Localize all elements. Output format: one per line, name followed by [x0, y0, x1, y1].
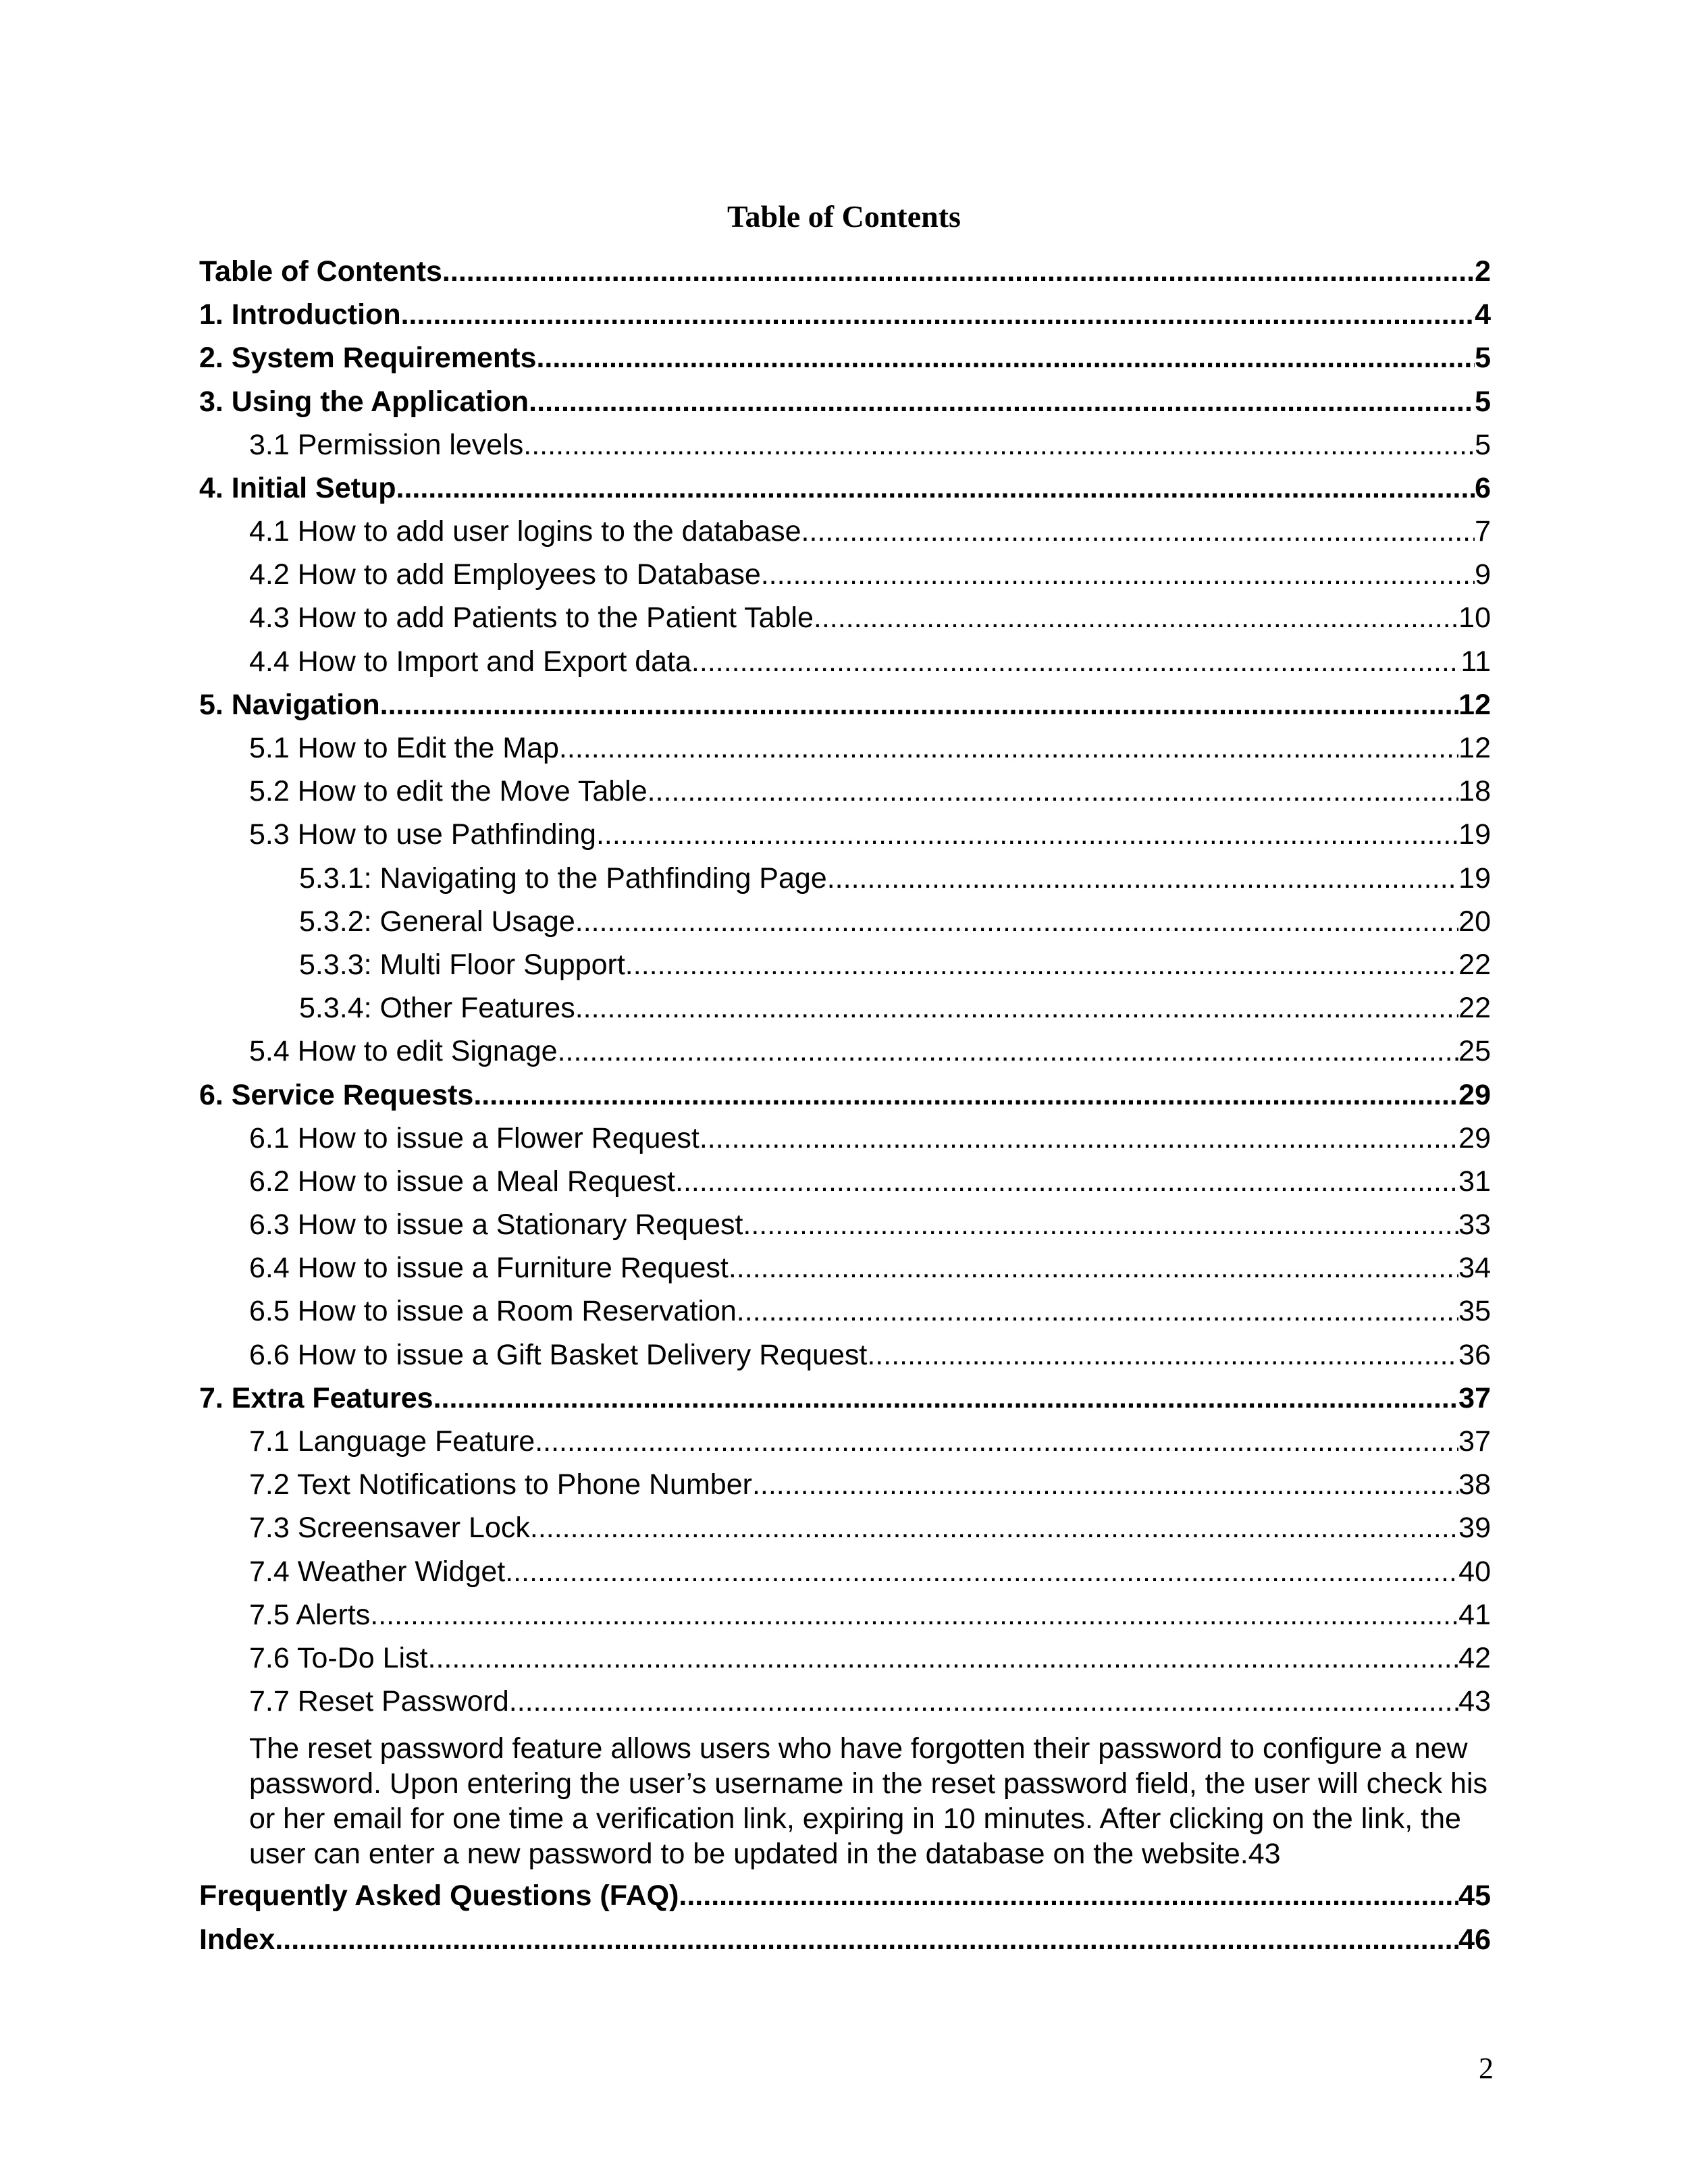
toc-entry-page: 25 — [1458, 1035, 1491, 1068]
toc-entry-label: 7.5 Alerts — [249, 1598, 371, 1631]
toc-entry-page: 12 — [1458, 732, 1491, 765]
toc-entry[interactable] — [199, 1290, 1491, 1333]
toc-dot-leader — [691, 640, 1460, 683]
toc-entry-page: 41 — [1458, 1598, 1491, 1631]
toc-entry[interactable] — [199, 336, 1491, 379]
toc-dot-leader — [433, 1377, 1459, 1420]
toc-entry[interactable] — [199, 380, 1491, 423]
toc-entry-label: Frequently Asked Questions (FAQ) — [199, 1880, 679, 1913]
toc-entry-label: 7. Extra Features — [199, 1381, 433, 1414]
toc-entry-page: 36 — [1458, 1338, 1491, 1371]
toc-entry-page: 29 — [1458, 1121, 1491, 1154]
toc-entry-page: 29 — [1458, 1078, 1491, 1111]
toc-entry-page: 11 — [1460, 645, 1491, 678]
toc-dot-leader — [370, 1593, 1458, 1636]
page-number: 2 — [1479, 2052, 1494, 2085]
toc-dot-leader — [743, 1203, 1458, 1246]
toc-entry-label: 5.2 How to edit the Move Table — [249, 775, 648, 808]
toc-entry-page: 39 — [1458, 1512, 1491, 1545]
toc-entry[interactable] — [199, 467, 1491, 510]
toc-entry-page: 2 — [1475, 255, 1491, 288]
toc-dot-leader — [827, 857, 1458, 900]
toc-entry-label: 4.2 How to add Employees to Database — [249, 558, 761, 591]
toc-entry-page: 40 — [1458, 1555, 1491, 1588]
toc-entry-page: 38 — [1458, 1468, 1491, 1501]
toc-entry[interactable] — [199, 1073, 1491, 1117]
toc-entry-page: 9 — [1475, 558, 1491, 591]
toc-entry-page: 6 — [1475, 471, 1491, 504]
toc-entry[interactable] — [199, 640, 1491, 683]
toc-entry-page: 46 — [1458, 1923, 1491, 1956]
toc-entry-label: 5.3.1: Navigating to the Pathfinding Page — [299, 861, 827, 895]
toc-dot-leader — [575, 900, 1458, 943]
toc-entry[interactable] — [199, 1463, 1491, 1506]
toc-entry-page: 5 — [1475, 385, 1491, 418]
toc-entry[interactable] — [199, 986, 1491, 1030]
toc-entry-label: 3. Using the Application — [199, 385, 529, 418]
toc-entry[interactable] — [199, 597, 1491, 640]
toc-paragraph-text: The reset password feature allows users who have forgotten their password to configure a new password. Upon entering the user’s username in the reset password field, the user will check his or her email for one time a verification link, expiring in 10 minutes. After clicking on the link, the user can enter a new password to be updated in the database on the website. — [249, 1732, 1488, 1871]
toc-entry-label: 5.3.4: Other Features — [299, 992, 575, 1025]
toc-dot-leader — [700, 1117, 1458, 1160]
toc-entry-label: 7.4 Weather Widget — [249, 1555, 506, 1588]
toc-entry[interactable] — [199, 900, 1491, 943]
toc-entry-label: Index — [199, 1923, 275, 1956]
toc-dot-leader — [535, 1420, 1458, 1463]
toc-entry-page: 43 — [1458, 1685, 1491, 1718]
toc-entry-label: 6. Service Requests — [199, 1078, 474, 1111]
toc-entry-label: 4. Initial Setup — [199, 471, 396, 504]
toc-entry-page: 19 — [1458, 818, 1491, 851]
toc-entry-label: 4.4 How to Import and Export data — [249, 645, 691, 678]
toc-entry-label: 7.6 To-Do List — [249, 1641, 428, 1674]
toc-entry-label: 5.1 How to Edit the Map — [249, 732, 559, 765]
toc-entry-label: 7.1 Language Feature — [249, 1425, 535, 1458]
toc-entry[interactable] — [199, 1117, 1491, 1160]
toc-entry[interactable] — [199, 1636, 1491, 1680]
toc-entry-page: 4 — [1475, 298, 1491, 331]
toc-entry-label: 7.2 Text Notifications to Phone Number — [249, 1468, 752, 1501]
toc-paragraph-entry[interactable] — [199, 1723, 1491, 1874]
toc-entry-page: 42 — [1458, 1641, 1491, 1674]
toc-entry[interactable] — [199, 293, 1491, 336]
toc-dot-leader — [575, 986, 1458, 1030]
toc-entries — [199, 250, 1491, 1723]
toc-entry[interactable] — [199, 1160, 1491, 1203]
toc-dot-leader — [275, 1918, 1458, 1961]
toc-entry[interactable] — [199, 1420, 1491, 1463]
toc-entry-label: 2. System Requirements — [199, 342, 537, 375]
toc-dot-leader — [558, 1030, 1459, 1073]
toc-entry-label: 6.3 How to issue a Stationary Request — [249, 1208, 743, 1242]
toc-entry[interactable] — [199, 1246, 1491, 1289]
toc-entry-label: 7.7 Reset Password — [249, 1685, 509, 1718]
toc-dot-leader — [729, 1246, 1458, 1289]
toc-entry-label: Table of Contents — [199, 255, 442, 288]
toc-dot-leader — [752, 1463, 1458, 1506]
toc-entry[interactable] — [199, 1377, 1491, 1420]
toc-entry-label: 7.3 Screensaver Lock — [249, 1512, 530, 1545]
toc-entry-page: 31 — [1458, 1165, 1491, 1198]
toc-paragraph-page: 43 — [1248, 1838, 1281, 1871]
toc-dot-leader — [428, 1636, 1459, 1680]
toc-entry-page: 18 — [1458, 775, 1491, 808]
toc-dot-leader — [396, 467, 1475, 510]
toc-entry[interactable] — [199, 250, 1491, 293]
toc-entry[interactable] — [199, 943, 1491, 986]
toc-entry-label: 4.3 How to add Patients to the Patient Table — [249, 602, 814, 635]
toc-entry-page: 34 — [1458, 1252, 1491, 1285]
toc-entry-page: 35 — [1458, 1295, 1491, 1328]
toc-dot-leader — [505, 1550, 1458, 1593]
toc-entry-page: 5 — [1475, 428, 1491, 461]
toc-dot-leader — [523, 423, 1475, 467]
toc-entry[interactable] — [199, 1593, 1491, 1636]
toc-entry[interactable] — [199, 1203, 1491, 1246]
toc-entry-label: 6.6 How to issue a Gift Basket Delivery Request — [249, 1338, 868, 1371]
toc-entry[interactable] — [199, 1333, 1491, 1377]
toc-entry-page: 22 — [1458, 992, 1491, 1025]
toc-entry[interactable] — [199, 1874, 1491, 1917]
toc-dot-leader — [559, 726, 1458, 770]
toc-dot-leader — [675, 1160, 1458, 1203]
toc-entry-label: 6.4 How to issue a Furniture Request — [249, 1252, 729, 1285]
toc-dot-leader — [648, 770, 1459, 813]
toc-entry-page: 20 — [1458, 905, 1491, 938]
toc-entry-page: 7 — [1475, 515, 1491, 548]
toc-entry[interactable] — [199, 813, 1491, 856]
toc-entry[interactable] — [199, 683, 1491, 726]
toc-entry[interactable] — [199, 1030, 1491, 1073]
toc-entry-label: 1. Introduction — [199, 298, 401, 331]
page-title: Table of Contents — [727, 199, 961, 234]
toc-dot-leader — [801, 510, 1475, 553]
toc-dot-leader — [401, 293, 1475, 336]
toc-entry-label: 4.1 How to add user logins to the database — [249, 515, 801, 548]
toc-entry[interactable] — [199, 770, 1491, 813]
toc-entry-page: 37 — [1458, 1381, 1491, 1414]
table-of-contents — [199, 250, 1491, 1961]
toc-dot-leader — [737, 1290, 1458, 1333]
toc-entry[interactable] — [199, 1918, 1491, 1961]
toc-dot-leader — [596, 813, 1458, 856]
toc-dot-leader — [814, 597, 1458, 640]
toc-entry-page: 10 — [1458, 602, 1491, 635]
toc-entry-page: 33 — [1458, 1208, 1491, 1242]
toc-entry-page: 37 — [1458, 1425, 1491, 1458]
toc-entry-page: 22 — [1458, 948, 1491, 981]
toc-entry-page: 5 — [1475, 342, 1491, 375]
toc-entry-label: 5.3.3: Multi Floor Support — [299, 948, 625, 981]
toc-entry-label: 6.2 How to issue a Meal Request — [249, 1165, 675, 1198]
toc-entry-label: 6.1 How to issue a Flower Request — [249, 1121, 700, 1154]
toc-dot-leader — [536, 336, 1475, 379]
toc-entry-label: 6.5 How to issue a Room Reservation — [249, 1295, 737, 1328]
toc-dot-leader — [529, 380, 1475, 423]
toc-entry-label: 5. Navigation — [199, 688, 380, 721]
toc-entry-label: 5.3.2: General Usage — [299, 905, 575, 938]
toc-entry[interactable] — [199, 857, 1491, 900]
toc-entry[interactable] — [199, 510, 1491, 553]
toc-entry[interactable] — [199, 1680, 1491, 1723]
toc-dot-leader — [473, 1073, 1458, 1117]
toc-entry-label: 5.4 How to edit Signage — [249, 1035, 558, 1068]
toc-entry[interactable] — [199, 553, 1491, 596]
toc-entry[interactable] — [199, 726, 1491, 770]
toc-entry-page: 19 — [1458, 861, 1491, 895]
toc-trailing-entries — [199, 1874, 1491, 1961]
toc-dot-leader — [530, 1506, 1458, 1549]
toc-entry-page: 12 — [1458, 688, 1491, 721]
toc-entry[interactable] — [199, 1506, 1491, 1549]
toc-entry[interactable] — [199, 423, 1491, 467]
toc-entry-label: 3.1 Permission levels — [249, 428, 524, 461]
toc-dot-leader — [442, 250, 1475, 293]
toc-entry-label: 5.3 How to use Pathfinding — [249, 818, 596, 851]
toc-dot-leader — [380, 683, 1459, 726]
toc-entry[interactable] — [199, 1550, 1491, 1593]
toc-dot-leader — [509, 1680, 1458, 1723]
toc-dot-leader — [761, 553, 1475, 596]
toc-dot-leader — [867, 1333, 1458, 1377]
toc-dot-leader — [679, 1874, 1458, 1917]
toc-dot-leader — [625, 943, 1458, 986]
toc-entry-page: 45 — [1458, 1880, 1491, 1913]
